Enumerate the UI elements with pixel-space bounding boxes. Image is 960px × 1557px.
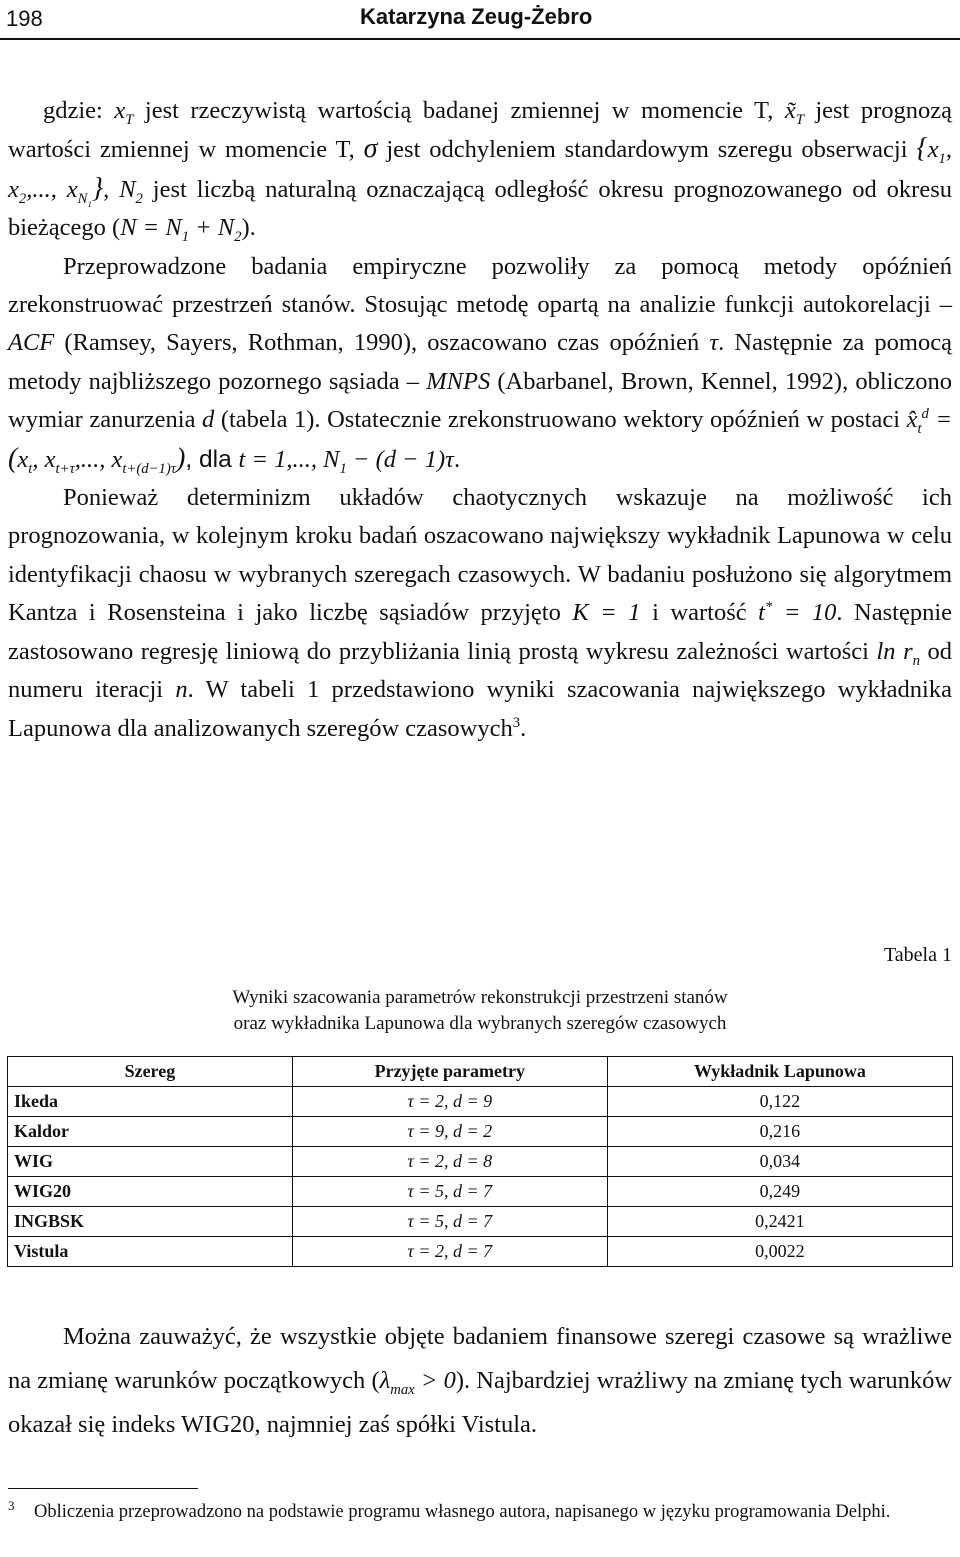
series-name: Kaldor	[8, 1117, 293, 1147]
formula-series-set: {$x_1$, $x_2$,..., $x_{N_1}$}	[8, 133, 952, 209]
formula-t-star: t* = 10	[758, 599, 837, 627]
table-row	[8, 1087, 953, 1117]
series-name: INGBSK	[8, 1207, 293, 1237]
paragraph-lyapunov: Ponieważ determinizm układów chaotycznych wskazuje na możliwość ich prognozowania, w kolejnym kroku badań oszacowano największy wykładnik Lapunowa w celu identyfikacji chaosu w wybranych szeregach czasowych. W badaniu posłużono się algorytmem Kantza i Rosensteina i jako liczbę sąsiadów przyjęto K = 1 i wartość t* = 10. Następnie zastosowano regresję liniową do przybliżania linią prostą wykresu zależności wartości $\ln r_n$ od numeru iteracji n. W tabeli 1 przedstawiono wyniki szacowania największego wykładnika Lapunowa dla analizowanych szeregów czasowych$^3$.	[8, 484, 953, 742]
series-params: τ = 2, d = 7	[292, 1237, 607, 1267]
page-number: 198	[6, 6, 43, 31]
lyapunov-value: 0,249	[607, 1177, 952, 1207]
formula-ln-rn: $\ln r_n$	[876, 637, 920, 669]
lyapunov-value: 0,034	[607, 1147, 952, 1177]
lyapunov-value: 0,2421	[607, 1207, 952, 1237]
lyapunov-value: 0,0022	[607, 1237, 952, 1267]
table-row	[8, 1207, 953, 1237]
footnote-number: 3	[8, 1498, 15, 1513]
footnote-divider	[8, 1488, 198, 1489]
formula-tau: τ	[709, 329, 719, 357]
table-label: Tabela 1	[883, 944, 952, 966]
formula-N-sum: $N = N_1 + N_2$	[120, 214, 242, 246]
footnote-text: Obliczenia przeprowadzono na podstawie programu własnego autora, napisanego w języku programowania Delphi.	[34, 1502, 891, 1522]
formula-N2: $N_2$	[119, 175, 143, 207]
paragraph-definitions: gdzie: $x_T$ jest rzeczywistą wartością badanej zmiennej w momencie T, $x̃_T$ jest prognozą wartości zmiennej w momencie T, σ jest odchyleniem standardowym szeregu obserwacji {$x_1$, $x_2$,..., $x_{N_1}$}, $N_2$ jest liczbą naturalną oznaczającą odległość okresu prognozowanego od okresu bieżącego $(N = N_1 + N_2)$.	[8, 97, 953, 246]
column-header: Przyjęte parametry	[292, 1057, 607, 1087]
running-header	[0, 0, 960, 40]
author-name: Katarzyna Zeug-Żebro	[360, 4, 593, 29]
formula-t-range: t = 1,..., $N_1 - (d - 1)\tau$	[238, 445, 454, 477]
series-params: τ = 5, d = 7	[292, 1177, 607, 1207]
formula-sigma: σ	[363, 133, 378, 165]
formula-K: K = 1	[572, 599, 641, 627]
body-text	[8, 92, 952, 748]
series-params: τ = 2, d = 8	[292, 1147, 607, 1177]
column-header: Wykładnik Lapunowa	[607, 1057, 952, 1087]
table-row	[8, 1117, 953, 1147]
footnote-ref: 3	[512, 714, 521, 731]
table-row	[8, 1237, 953, 1267]
series-params: τ = 9, d = 2	[292, 1117, 607, 1147]
table-header-row	[8, 1057, 953, 1087]
series-params: τ = 2, d = 9	[292, 1087, 607, 1117]
lyapunov-value: 0,216	[607, 1117, 952, 1147]
lyapunov-value: 0,122	[607, 1087, 952, 1117]
formula-xT-tilde: $x̃_T$	[784, 97, 804, 128]
formula-delay-vector: $x̂_t^d = (x_t$, $x_{t+\tau}$,..., $x_{t+(d-1)\tau}$)	[8, 406, 952, 477]
table-row	[8, 1177, 953, 1207]
table-caption: Wyniki szacowania parametrów rekonstrukcji przestrzeni stanów oraz wykładnika Lapunowa dla wybranych szeregów czasowych	[232, 987, 728, 1034]
results-table	[7, 1056, 953, 1267]
table-row	[8, 1147, 953, 1177]
column-header: Szereg	[8, 1057, 293, 1087]
formula-lambda-max: $\lambda_{max} > 0$	[379, 1367, 456, 1398]
series-name: Vistula	[8, 1237, 293, 1267]
series-params: τ = 5, d = 7	[292, 1207, 607, 1237]
series-name: WIG	[8, 1147, 293, 1177]
series-name: WIG20	[8, 1177, 293, 1207]
closing-paragraph: Można zauważyć, że wszystkie objęte badaniem finansowe szeregi czasowe są wrażliwe na zmianę warunków początkowych $(\lambda_{max} > 0)$. Najbardziej wrażliwy na zmianę tych warunków okazał się indeks WIG20, najmniej zaś spółki Vistula.	[8, 1323, 953, 1438]
footnote	[8, 1500, 952, 1525]
formula-xT: $x_T$	[114, 97, 134, 128]
series-name: Ikeda	[8, 1087, 293, 1117]
paragraph-reconstruction: Przeprowadzone badania empiryczne pozwoliły za pomocą metody opóźnień zrekonstruować przestrzeń stanów. Stosując metodę opartą na analizie funkcji autokorelacji – ACF (Ramsey, Sayers, Rothman, 1990), oszacowano czas opóźnień τ. Następnie za pomocą metody najbliższego pozornego sąsiada – MNPS (Abarbanel, Brown, Kennel, 1992), obliczono wymiar zanurzenia d (tabela 1). Ostatecznie zrekonstruowano wektory opóźnień w postaci $x̂_t^d = (x_t$, $x_{t+\tau}$,..., $x_{t+(d-1)\tau}$), dla t = 1,..., $N_1 - (d - 1)\tau$.	[8, 252, 952, 477]
